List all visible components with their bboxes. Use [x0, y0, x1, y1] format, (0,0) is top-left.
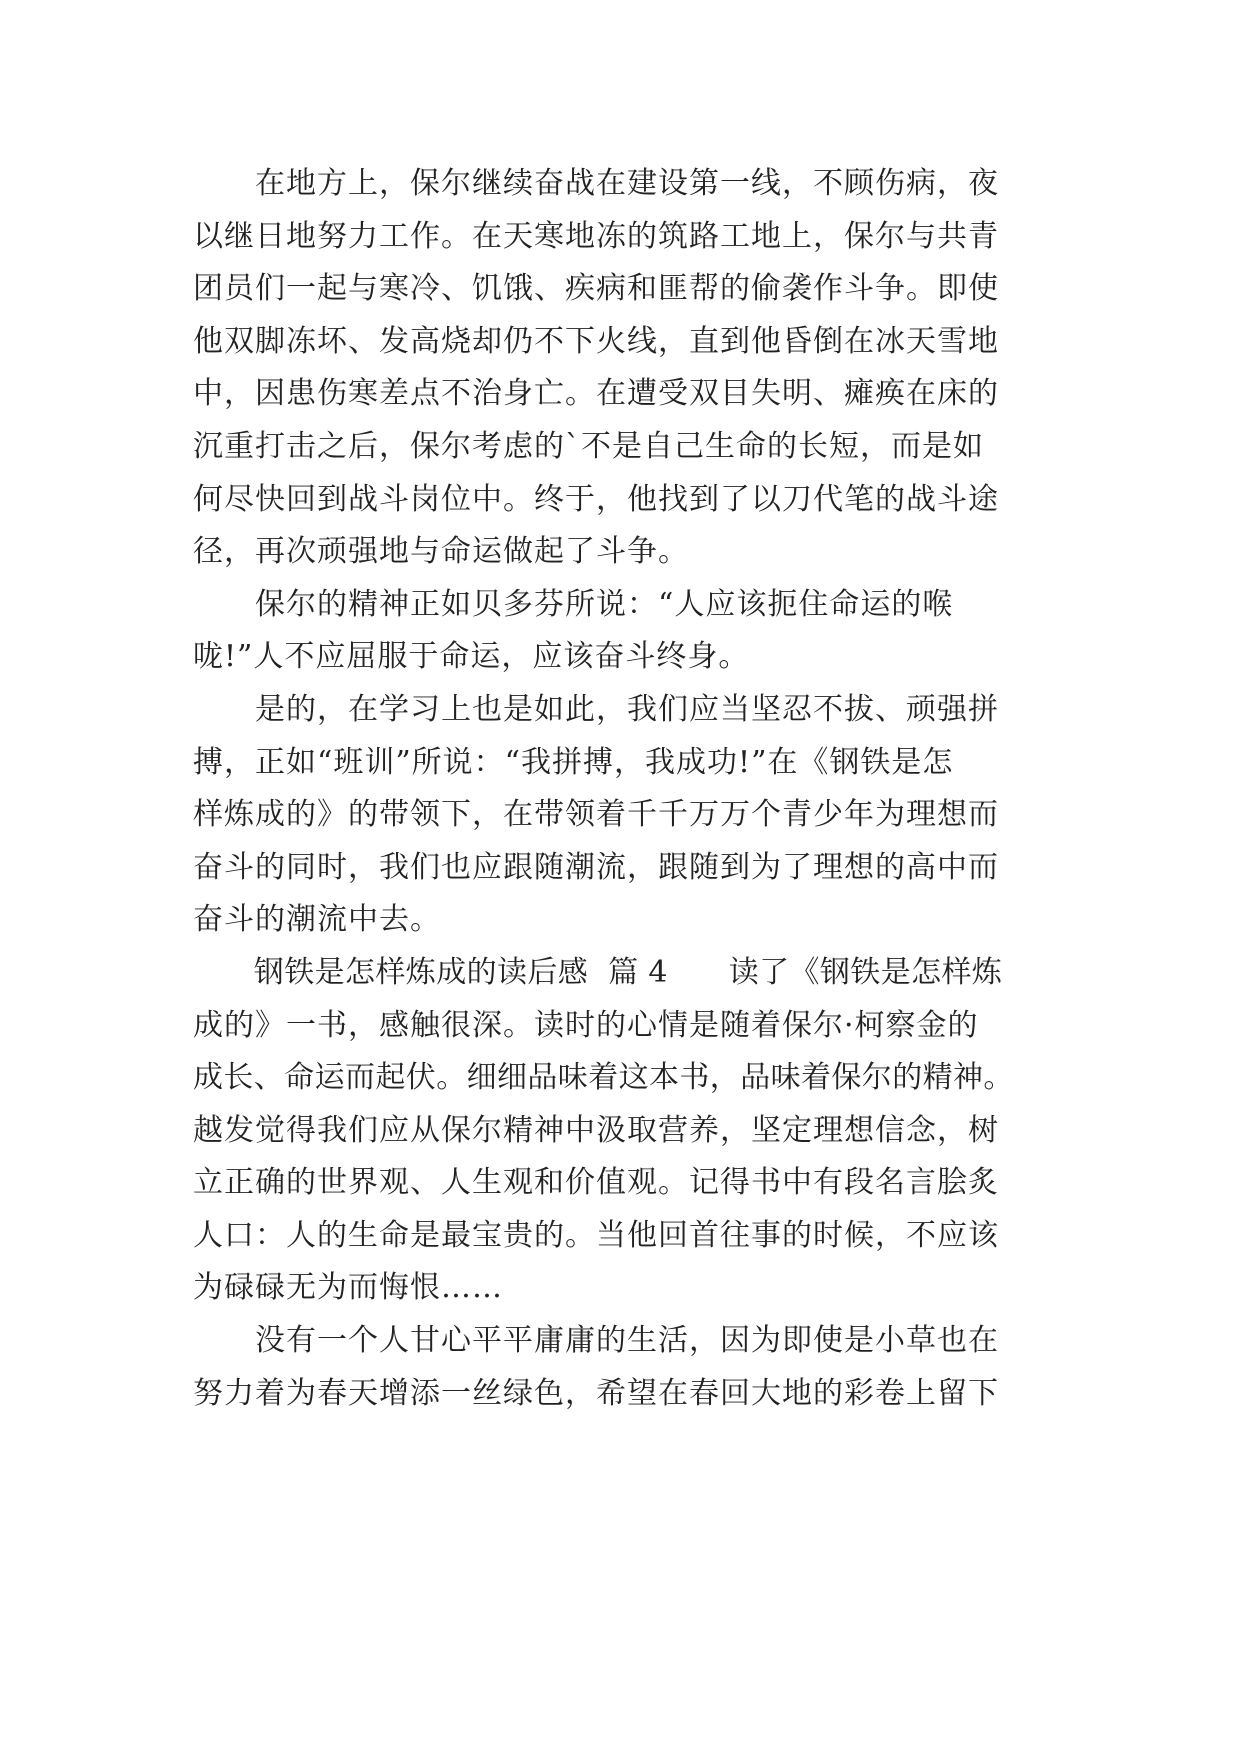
text-line: 立正确的世界观、人生观和价值观。记得书中有段名言脍炙	[193, 1165, 999, 1201]
text-line: 钢铁是怎样炼成的读后感 篇 4 读了《钢铁是怎样炼	[193, 954, 1003, 990]
text-line: 成长、命运而起伏。细细品味着这本书，品味着保尔的精神。	[193, 1060, 1014, 1096]
text-line: 搏，正如“班训”所说：“我拼搏，我成功!”在《钢铁是怎	[193, 744, 954, 780]
text-line: 团员们一起与寒冷、饥饿、疾病和匪帮的偷袭作斗争。即使	[193, 271, 999, 307]
text-line: 人口：人的生命是最宝贵的。当他回首往事的时候，不应该	[193, 1217, 999, 1253]
text-line: 何尽快回到战斗岗位中。终于，他找到了以刀代笔的战斗途	[193, 481, 999, 517]
text-line: 咙!”人不应屈服于命运，应该奋斗终身。	[193, 639, 750, 675]
text-line: 在地方上，保尔继续奋战在建设第一线，不顾伤病，夜	[193, 166, 999, 201]
text-line: 他双脚冻坏、发高烧却仍不下火线，直到他昏倒在冰天雪地	[193, 323, 999, 359]
text-line: 径，再次顽强地与命运做起了斗争。	[193, 534, 689, 570]
document-body	[193, 158, 1055, 1420]
text-line: 沉重打击之后，保尔考虑的`不是自己生命的长短，而是如	[193, 428, 984, 464]
text-line: 奋斗的潮流中去。	[193, 902, 441, 938]
text-line: 保尔的精神正如贝多芬所说：“人应该扼住命运的喉	[193, 586, 954, 622]
text-line: 努力着为春天增添一丝绿色，希望在春回大地的彩卷上留下	[193, 1375, 999, 1411]
text-line: 没有一个人甘心平平庸庸的生活，因为即使是小草也在	[193, 1323, 999, 1359]
text-line: 样炼成的》的带领下，在带领着千千万万个青少年为理想而	[193, 797, 999, 833]
text-line: 越发觉得我们应从保尔精神中汲取营养，坚定理想信念，树	[193, 1112, 999, 1148]
text-line: 以继日地努力工作。在天寒地冻的筑路工地上，保尔与共青	[193, 218, 999, 254]
text-line: 是的，在学习上也是如此，我们应当坚忍不拔、顽强拼	[193, 691, 999, 727]
text-line: 中，因患伤寒差点不治身亡。在遭受双目失明、瘫痪在床的	[193, 376, 999, 412]
text-line: 为碌碌无为而悔恨……	[193, 1270, 503, 1306]
text-line: 成的》一书，感触很深。读时的心情是随着保尔·柯察金的	[193, 1007, 979, 1043]
text-line: 奋斗的同时，我们也应跟随潮流，跟随到为了理想的高中而	[193, 849, 999, 885]
